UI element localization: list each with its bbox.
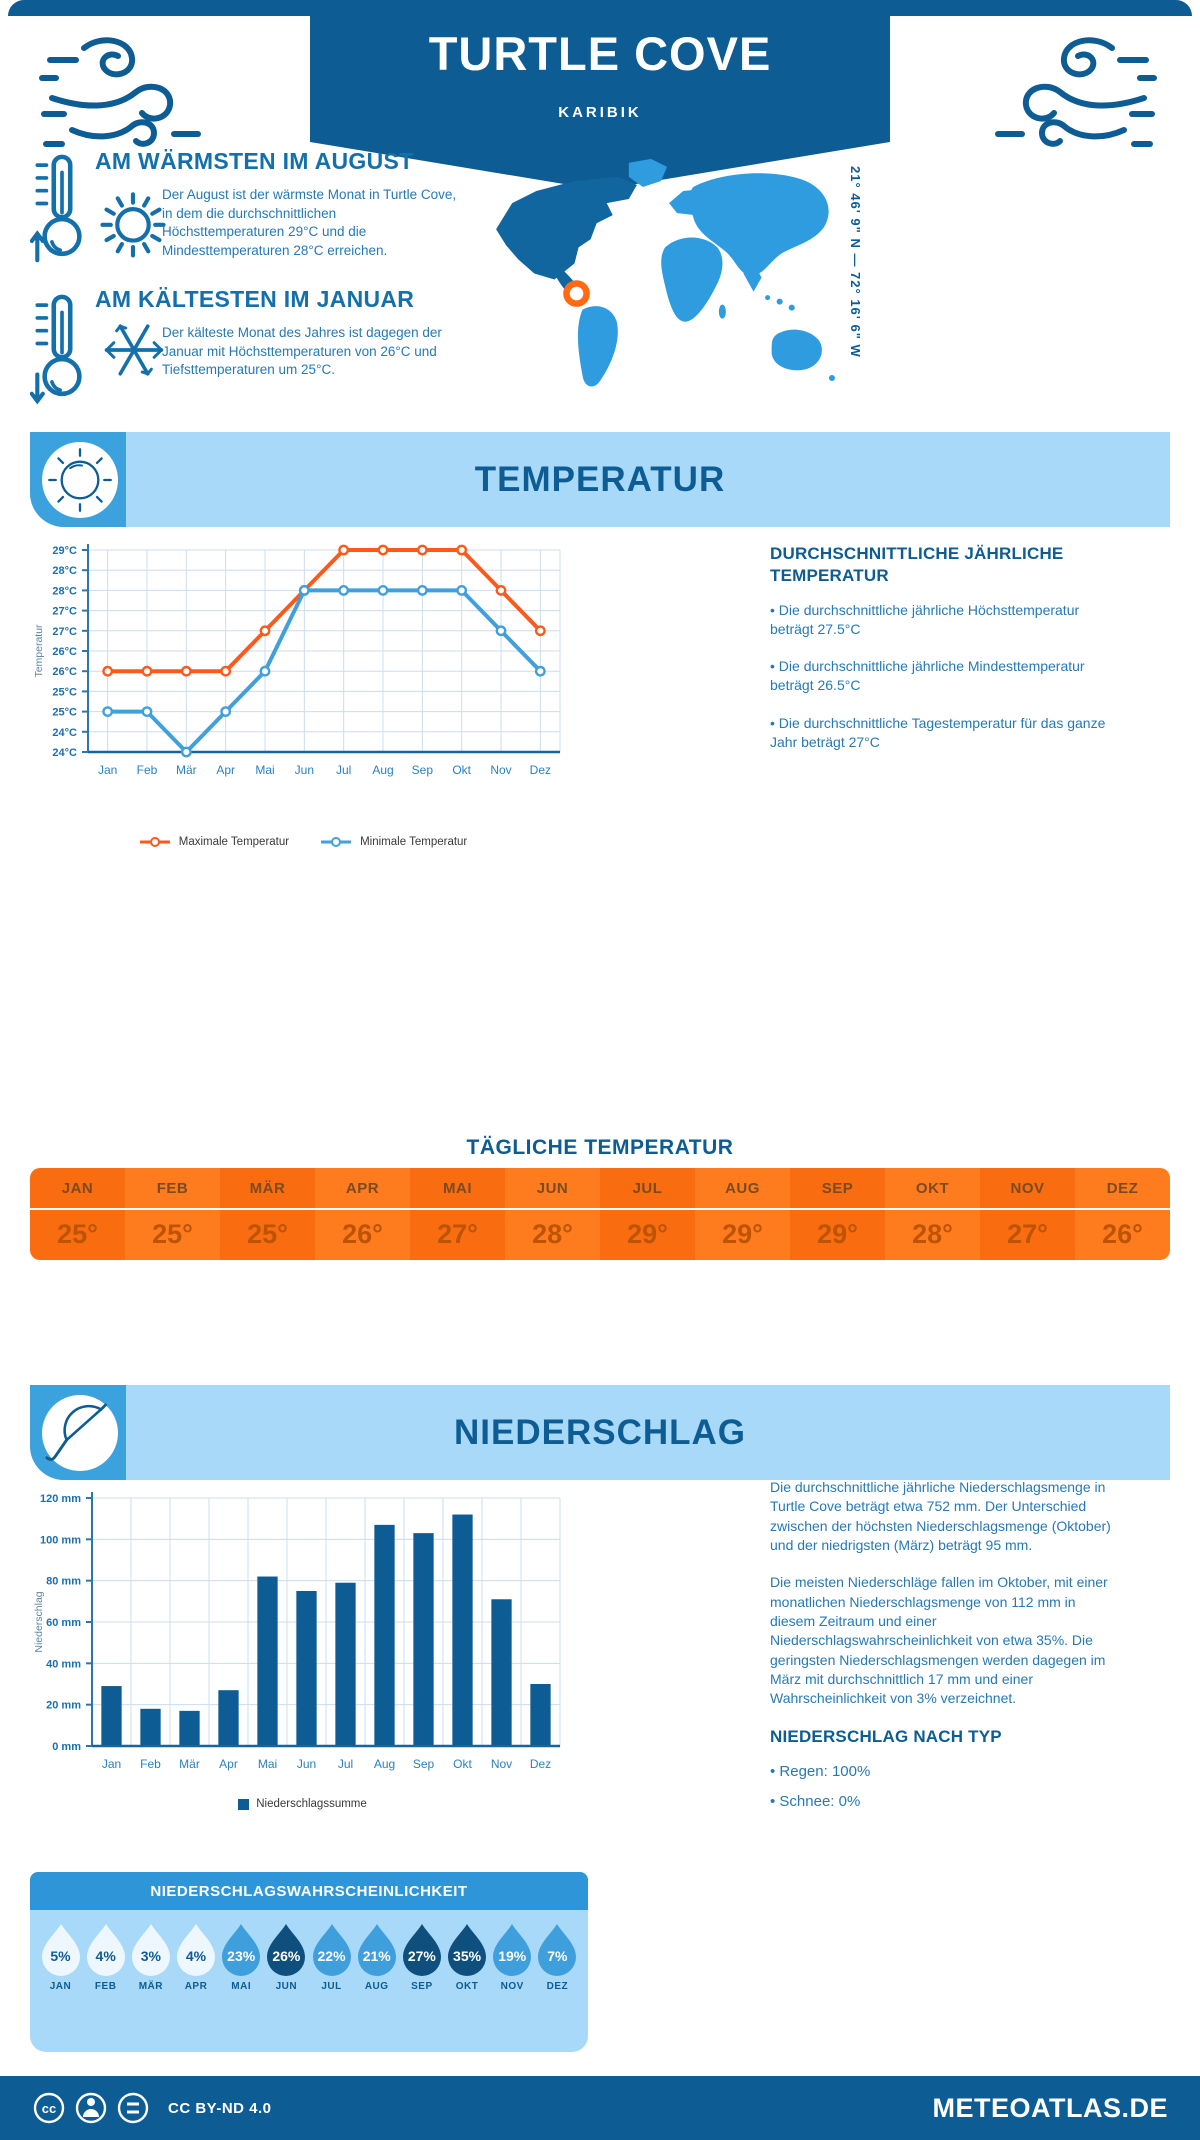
probability-month: OKT: [455, 1981, 479, 1992]
daily-temp-value: 27°: [1007, 1218, 1048, 1249]
daily-temp-column: [315, 1168, 410, 1260]
footer-bar: [0, 2076, 1200, 2140]
probability-month: SEP: [411, 1981, 433, 1992]
svg-text:25°C: 25°C: [52, 686, 77, 699]
precipitation-type-title: NIEDERSCHLAG NACH TYP: [770, 1727, 1002, 1747]
daily-temp-column: [980, 1168, 1075, 1260]
temperature-chart-legend: [30, 836, 575, 848]
daily-temp-value: 28°: [532, 1218, 573, 1249]
daily-temperature-title: TÄGLICHE TEMPERATUR: [466, 1136, 734, 1159]
probability-month: DEZ: [546, 1981, 569, 1992]
daily-temp-value: 29°: [627, 1218, 668, 1249]
svg-text:Jan: Jan: [101, 1757, 122, 1771]
warm-month-title: AM WÄRMSTEN IM AUGUST: [95, 148, 414, 174]
svg-text:Mai: Mai: [255, 763, 275, 777]
daily-temp-column: [125, 1168, 220, 1260]
probability-month: JAN: [49, 1981, 72, 1992]
svg-text:Aug: Aug: [372, 763, 394, 777]
probability-month: JUN: [275, 1981, 298, 1992]
probability-month: MAI: [231, 1981, 252, 1992]
probability-month: AUG: [364, 1981, 389, 1992]
probability-droplet: [535, 1922, 580, 1992]
precipitation-paragraph: Die meisten Niederschläge fallen im Oktober, mit einer monatlichen Niederschlagsmenge von 112 mm in diesem Zeitraum und einer Niederschlagswahrscheinlichkeit von etwa 35%. Die geringsten Niederschlagsmengen werden dagegen im März mit durchschnittlich 17 mm und einer Wahrscheinlichkeit von 3% verzeichnet.: [770, 1574, 1108, 1707]
legend-label: Minimale Temperatur: [360, 836, 468, 848]
daily-temp-column: [600, 1168, 695, 1260]
probability-value: 5%: [50, 1948, 71, 1964]
daily-temp-value: 28°: [912, 1218, 953, 1249]
svg-text:60 mm: 60 mm: [46, 1617, 81, 1629]
svg-text:28°C: 28°C: [52, 585, 77, 598]
daily-temp-value: 26°: [342, 1218, 383, 1249]
legend-item: [319, 836, 467, 848]
svg-text:25°C: 25°C: [52, 706, 77, 719]
svg-text:Dez: Dez: [529, 763, 552, 777]
probability-droplet: [445, 1922, 490, 1992]
daily-temp-value: 26°: [1102, 1218, 1143, 1249]
world-map: [478, 150, 840, 408]
probability-value: 21%: [362, 1948, 391, 1964]
daily-temp-column: [30, 1168, 125, 1260]
svg-text:27°C: 27°C: [52, 625, 77, 638]
probability-value: 22%: [317, 1948, 346, 1964]
probability-value: 27%: [407, 1948, 436, 1964]
probability-droplet: [219, 1922, 264, 1992]
svg-text:Mär: Mär: [179, 1757, 200, 1771]
snowflake-icon: [102, 318, 166, 382]
probability-value: 26%: [272, 1948, 301, 1964]
daily-temp-value: 25°: [152, 1218, 193, 1249]
daily-temp-value: 25°: [247, 1218, 288, 1249]
daily-temp-column: [1075, 1168, 1170, 1260]
svg-text:Apr: Apr: [216, 763, 236, 777]
coordinates-label: 21° 46' 9" N — 72° 16' 6" W: [848, 166, 863, 358]
daily-temp-month: JUL: [632, 1179, 663, 1197]
thermometer-up-icon: [30, 150, 94, 268]
legend-item: [238, 1798, 367, 1810]
map-greenland: [629, 159, 667, 187]
temperature-line-chart: [30, 538, 575, 793]
daily-temp-month: SEP: [821, 1179, 854, 1197]
location-marker: [566, 284, 586, 304]
probability-droplet: [399, 1922, 444, 1992]
precipitation-band-icon-square: [30, 1385, 126, 1480]
daily-temp-column: [695, 1168, 790, 1260]
probability-value: 35%: [453, 1948, 482, 1964]
probability-value: 3%: [140, 1948, 161, 1964]
probability-droplet: [490, 1922, 535, 1992]
daily-temperature-table: [30, 1168, 1170, 1260]
svg-text:Okt: Okt: [453, 1757, 472, 1771]
page-title: TURTLE COVE: [428, 27, 772, 80]
daily-temp-value: 25°: [57, 1218, 98, 1249]
svg-text:Niederschlag: Niederschlag: [33, 1591, 45, 1653]
precipitation-sidebar: [770, 1478, 1120, 1821]
legend-square-icon: [238, 1799, 249, 1810]
cold-month-text: Der kälteste Monat des Jahres ist dagegen der Januar mit Höchsttemperaturen von 26°C und Tiefsttemperaturen um 25°C.: [162, 325, 442, 378]
svg-text:Okt: Okt: [452, 763, 472, 777]
probability-value: 4%: [95, 1948, 116, 1964]
daily-temp-month: JAN: [61, 1179, 94, 1197]
temperature-section-title: TEMPERATUR: [474, 459, 726, 499]
daily-temp-month: MAI: [443, 1179, 472, 1197]
svg-text:26°C: 26°C: [52, 666, 77, 679]
probability-value: 4%: [185, 1948, 207, 1964]
svg-text:24°C: 24°C: [52, 747, 77, 759]
svg-text:120 mm: 120 mm: [40, 1493, 81, 1505]
svg-text:Feb: Feb: [140, 1757, 161, 1771]
cold-month-title: AM KÄLTESTEN IM JANUAR: [95, 286, 415, 312]
daily-temp-column: [220, 1168, 315, 1260]
temperature-sidebar: [770, 543, 1120, 770]
svg-text:Temperatur: Temperatur: [33, 624, 45, 678]
umbrella-icon: [45, 1398, 115, 1468]
svg-text:40 mm: 40 mm: [46, 1658, 81, 1671]
svg-text:28°C: 28°C: [52, 565, 77, 578]
probability-month: FEB: [94, 1981, 117, 1992]
svg-text:27°C: 27°C: [52, 605, 77, 618]
svg-text:Jan: Jan: [97, 763, 118, 777]
daily-temp-column: [790, 1168, 885, 1260]
precipitation-section-title: NIEDERSCHLAG: [453, 1412, 747, 1452]
sun-icon: [44, 444, 116, 516]
probability-droplet: [38, 1922, 83, 1992]
precipitation-probability-panel: [30, 1872, 588, 2052]
daily-temp-value: 29°: [722, 1218, 763, 1249]
cc-by-nd-icons: [32, 2091, 152, 2125]
precipitation-section-band: [30, 1385, 1170, 1480]
svg-text:Jun: Jun: [294, 763, 315, 777]
svg-text:26°C: 26°C: [52, 646, 77, 658]
temperature-sidebar-title: DURCHSCHNITTLICHE JÄHRLICHE TEMPERATUR: [770, 544, 1064, 585]
svg-text:80 mm: 80 mm: [46, 1575, 81, 1588]
daily-temp-value: 27°: [437, 1218, 478, 1249]
svg-text:29°C: 29°C: [52, 545, 77, 557]
svg-text:Dez: Dez: [529, 1757, 552, 1771]
page-subtitle: KARIBIK: [558, 104, 642, 121]
svg-text:Sep: Sep: [411, 763, 434, 777]
daily-temp-value: 29°: [817, 1218, 858, 1249]
legend-label: Maximale Temperatur: [178, 836, 290, 848]
title-banner: [310, 0, 890, 142]
precipitation-type-bullet: • Schnee: 0%: [770, 1792, 861, 1810]
probability-value: 23%: [227, 1948, 256, 1964]
probability-panel-title: NIEDERSCHLAGSWAHRSCHEINLICHKEIT: [30, 1872, 588, 1910]
daily-temp-month: FEB: [156, 1179, 189, 1197]
svg-text:Mär: Mär: [175, 763, 197, 777]
probability-droplet: [174, 1922, 219, 1992]
site-name: METEOATLAS.DE: [932, 2092, 1168, 2123]
daily-temp-month: AUG: [725, 1179, 760, 1197]
temperature-bullet: • Die durchschnittliche jährliche Mindesttemperatur beträgt 26.5°C: [770, 658, 1085, 694]
svg-text:20 mm: 20 mm: [46, 1699, 81, 1712]
daily-temp-month: MÄR: [249, 1179, 286, 1197]
daily-temp-column: [410, 1168, 505, 1260]
precipitation-bar-chart: [30, 1488, 575, 1787]
temperature-section-band: [30, 432, 1170, 527]
daily-temp-month: APR: [345, 1179, 380, 1197]
sun-icon: [96, 180, 170, 266]
svg-text:Feb: Feb: [136, 763, 158, 777]
temperature-band-icon-square: [30, 432, 126, 527]
svg-text:Nov: Nov: [490, 763, 512, 777]
probability-droplet: [128, 1922, 173, 1992]
svg-text:Jul: Jul: [335, 763, 352, 777]
legend-label: Niederschlagssumme: [256, 1798, 367, 1810]
license-label: CC BY-ND 4.0: [168, 2099, 272, 2117]
temperature-bullet: • Die durchschnittliche Tagestemperatur für das ganze Jahr beträgt 27°C: [770, 714, 1106, 751]
svg-text:Apr: Apr: [219, 1757, 238, 1771]
probability-month: MÄR: [138, 1981, 163, 1992]
daily-temp-column: [505, 1168, 600, 1260]
map-north-america: [496, 177, 637, 280]
wind-swirl-icon: [36, 26, 212, 152]
svg-text:0 mm: 0 mm: [52, 1741, 81, 1753]
probability-droplet: [309, 1922, 354, 1992]
svg-text:Jun: Jun: [296, 1757, 317, 1771]
probability-value: 19%: [498, 1948, 527, 1964]
svg-text:100 mm: 100 mm: [40, 1534, 81, 1547]
svg-text:24°C: 24°C: [52, 726, 77, 739]
probability-droplet: [264, 1922, 309, 1992]
probability-month: APR: [184, 1981, 208, 1992]
svg-text:Aug: Aug: [373, 1757, 396, 1771]
temperature-bullet: • Die durchschnittliche jährliche Höchsttemperatur beträgt 27.5°C: [770, 601, 1080, 637]
legend-item: [138, 836, 289, 848]
probability-droplet: [354, 1922, 399, 1992]
probability-month: JUL: [321, 1981, 342, 1992]
probability-month: NOV: [500, 1981, 524, 1992]
probability-value: 7%: [547, 1948, 568, 1964]
precipitation-chart-legend: [30, 1798, 575, 1810]
daily-temp-month: OKT: [915, 1179, 950, 1197]
probability-droplets: [30, 1910, 588, 1992]
svg-text:Mai: Mai: [257, 1757, 278, 1771]
thermometer-down-icon: [30, 290, 94, 408]
daily-temp-month: JUN: [536, 1179, 569, 1197]
daily-temp-column: [885, 1168, 980, 1260]
precipitation-type-bullet: • Regen: 100%: [770, 1763, 871, 1781]
svg-text:cc: cc: [41, 2101, 57, 2116]
probability-droplet: [83, 1922, 128, 1992]
svg-text:Jul: Jul: [337, 1757, 354, 1771]
precipitation-paragraph: Die durchschnittliche jährliche Niederschlagsmenge in Turtle Cove beträgt etwa 752 mm. Der Unterschied zwischen der höchsten Niederschlagsmenge (Oktober) und der niedrigsten (März) beträgt 95 mm.: [770, 1479, 1111, 1553]
svg-text:Sep: Sep: [412, 1757, 435, 1771]
daily-temp-month: NOV: [1010, 1179, 1045, 1197]
wind-swirl-icon: [984, 26, 1160, 152]
svg-text:Nov: Nov: [490, 1757, 513, 1771]
warm-month-text: Der August ist der wärmste Monat in Turtle Cove, in dem die durchschnittlichen Höchsttemperaturen 29°C und die Mindesttemperaturen 28°C erreichen.: [162, 187, 457, 258]
daily-temp-month: DEZ: [1106, 1179, 1139, 1197]
